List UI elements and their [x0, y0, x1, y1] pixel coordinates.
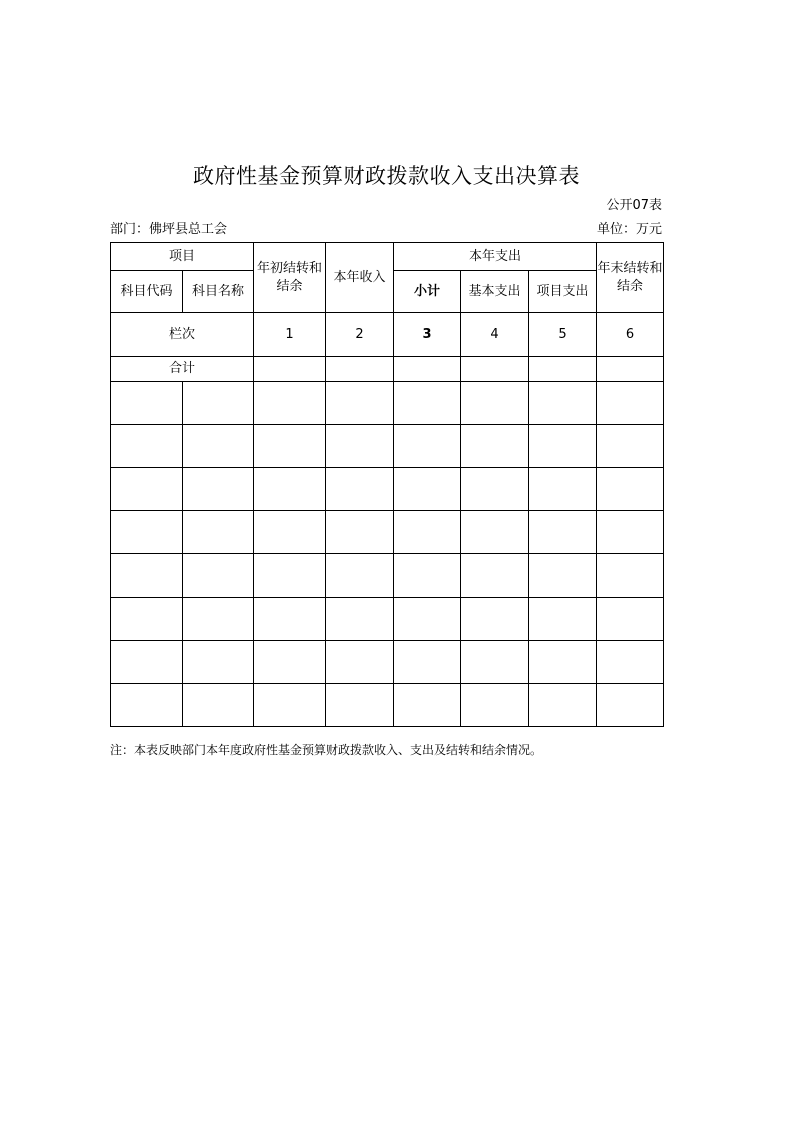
table-cell — [254, 511, 326, 554]
table-cell — [254, 425, 326, 468]
table-cell — [597, 468, 664, 511]
table-cell — [326, 468, 394, 511]
table-cell — [597, 511, 664, 554]
table-cell — [529, 598, 597, 641]
table-cell — [597, 641, 664, 684]
total-row — [111, 357, 664, 382]
table-row — [111, 684, 664, 727]
table-cell — [111, 641, 183, 684]
table-cell — [183, 511, 254, 554]
table-cell — [394, 511, 461, 554]
header-expenditure: 本年支出 — [394, 243, 597, 271]
table-cell — [461, 511, 529, 554]
table-row — [111, 554, 664, 598]
table-cell — [461, 468, 529, 511]
column-number-4: 4 — [461, 313, 529, 357]
table-row — [111, 425, 664, 468]
header-item: 项目 — [111, 243, 254, 271]
header-basic-expenditure: 基本支出 — [461, 271, 529, 313]
table-cell — [529, 511, 597, 554]
table-cell — [326, 357, 394, 382]
table-cell — [111, 598, 183, 641]
table-cell — [394, 598, 461, 641]
table-cell — [183, 382, 254, 425]
table-cell — [111, 511, 183, 554]
table-cell — [111, 554, 183, 598]
table-cell — [461, 382, 529, 425]
table-cell — [111, 684, 183, 727]
table-row — [111, 641, 664, 684]
table-row — [111, 468, 664, 511]
header-begin-balance: 年初结转和结余 — [254, 243, 326, 313]
table-cell — [111, 468, 183, 511]
column-number-row — [111, 313, 664, 357]
table-cell — [394, 554, 461, 598]
table-cell — [597, 598, 664, 641]
table-cell — [326, 684, 394, 727]
column-number-label: 栏次 — [111, 313, 254, 357]
form-code: 公开07表 — [606, 198, 662, 213]
header-subtotal: 小计 — [394, 271, 461, 313]
table-cell — [529, 382, 597, 425]
department-label: 部门：佛坪县总工会 — [110, 222, 228, 237]
table-cell — [461, 425, 529, 468]
table-cell — [183, 425, 254, 468]
header-income: 本年收入 — [326, 243, 394, 313]
table-cell — [394, 684, 461, 727]
column-number-3: 3 — [394, 313, 461, 357]
table-row — [111, 382, 664, 425]
table-cell — [461, 357, 529, 382]
table-cell — [254, 468, 326, 511]
table-cell — [326, 425, 394, 468]
unit-label: 单位：万元 — [596, 222, 662, 237]
table-cell — [597, 357, 664, 382]
table-cell — [254, 684, 326, 727]
table-cell — [111, 425, 183, 468]
table-cell — [254, 382, 326, 425]
header-end-balance: 年末结转和结余 — [597, 243, 664, 313]
table-cell — [394, 357, 461, 382]
table-cell — [183, 554, 254, 598]
table-cell — [529, 425, 597, 468]
column-number-6: 6 — [597, 313, 664, 357]
header-subject-code: 科目代码 — [111, 271, 183, 313]
footnote: 注：本表反映部门本年度政府性基金预算财政拨款收入、支出及结转和结余情况。 — [110, 743, 543, 757]
table-cell — [529, 554, 597, 598]
table-row — [111, 598, 664, 641]
column-number-1: 1 — [254, 313, 326, 357]
fund-budget-table — [110, 242, 664, 727]
table-cell — [461, 641, 529, 684]
table-cell — [183, 641, 254, 684]
table-cell — [597, 425, 664, 468]
table-cell — [326, 511, 394, 554]
table-cell — [461, 684, 529, 727]
total-label: 合计 — [111, 357, 254, 382]
page-title: 政府性基金预算财政拨款收入支出决算表 — [193, 164, 580, 188]
table-cell — [326, 641, 394, 684]
table-cell — [254, 641, 326, 684]
table-cell — [394, 468, 461, 511]
table-cell — [394, 382, 461, 425]
header-subject-name: 科目名称 — [183, 271, 254, 313]
table-cell — [254, 598, 326, 641]
column-number-5: 5 — [529, 313, 597, 357]
table-cell — [529, 357, 597, 382]
table-cell — [394, 641, 461, 684]
table-cell — [183, 468, 254, 511]
table-cell — [111, 382, 183, 425]
column-number-2: 2 — [326, 313, 394, 357]
table-cell — [394, 425, 461, 468]
table-cell — [183, 598, 254, 641]
table-cell — [326, 382, 394, 425]
table-cell — [326, 554, 394, 598]
table-cell — [254, 357, 326, 382]
table-cell — [254, 554, 326, 598]
table-cell — [183, 684, 254, 727]
table-cell — [529, 641, 597, 684]
header-row-1 — [111, 243, 664, 271]
table-cell — [597, 684, 664, 727]
table-cell — [529, 684, 597, 727]
header-project-expenditure: 项目支出 — [529, 271, 597, 313]
table-cell — [529, 468, 597, 511]
table-cell — [326, 598, 394, 641]
table-cell — [461, 598, 529, 641]
table-cell — [597, 554, 664, 598]
table-cell — [461, 554, 529, 598]
table-row — [111, 511, 664, 554]
table-cell — [597, 382, 664, 425]
